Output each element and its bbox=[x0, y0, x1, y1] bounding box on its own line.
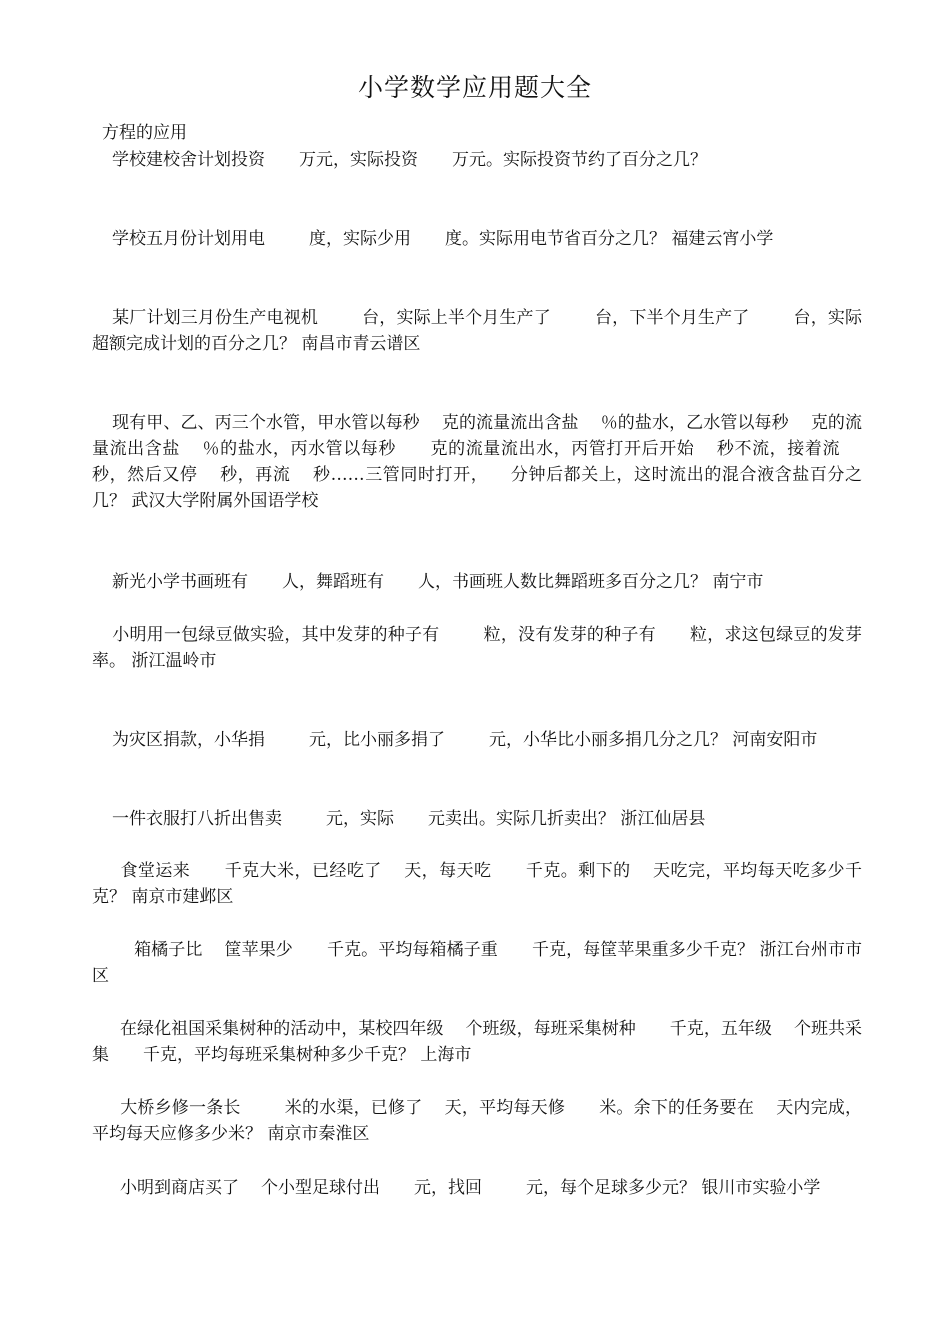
problem-4-text-i: 秒，再流 bbox=[219, 465, 291, 485]
problem-13-text-b: 个小型足球付出 bbox=[261, 1178, 380, 1198]
problem-5-text-b: 人，舞蹈班有 bbox=[282, 572, 384, 592]
problem-8 bbox=[92, 806, 862, 832]
problem-2 bbox=[92, 226, 862, 252]
problem-11-text-d: 个班共采集 bbox=[92, 1019, 863, 1065]
problem-9-text-c: 天，每天吃 bbox=[403, 861, 492, 881]
section-heading: 方程的应用 bbox=[102, 123, 187, 143]
problem-7 bbox=[92, 727, 862, 753]
problem-3-text-c: 台，下半个月生产了 bbox=[594, 308, 750, 328]
problem-12-text-b: 米的水渠，已修了 bbox=[284, 1098, 423, 1118]
problem-4-text-d: 克的流量流出含盐 bbox=[92, 413, 863, 459]
problem-10-text-d: 千克，每筐苹果重多少千克？ 浙江台州市市区 bbox=[92, 940, 863, 986]
problem-3 bbox=[92, 305, 862, 357]
problem-12-text-c: 天，平均每天修 bbox=[444, 1098, 566, 1118]
problem-7-text-b: 元，比小丽多捐了 bbox=[309, 730, 445, 750]
problem-11-text-e: 千克，平均每班采集树种多少千克？ 上海市 bbox=[143, 1045, 472, 1065]
problem-13-text-c: 元，找回 bbox=[414, 1178, 482, 1198]
problem-13-text-d: 元，每个足球多少元？ 银川市实验小学 bbox=[526, 1178, 821, 1198]
problem-1-text-a: 学校建校舍计划投资 bbox=[112, 150, 265, 170]
problem-1-text-c: 万元。实际投资节约了百分之几？ bbox=[452, 150, 707, 170]
problem-4-text-f: 克的流量流出水，丙管打开后开始 bbox=[429, 439, 695, 459]
problem-12-text-e: 天内完成，平均每天应修多少米？ 南京市秦淮区 bbox=[92, 1098, 863, 1144]
problem-3-text-d: 台，实际超额完成计划的百分之几？ 南昌市青云谱区 bbox=[92, 308, 863, 354]
problem-4-text-b: 克的流量流出含盐 bbox=[441, 413, 579, 433]
problem-1-text-b: 万元，实际投资 bbox=[299, 150, 418, 170]
problem-9-text-e: 天吃完，平均每天吃多少千克？ 南京市建邺区 bbox=[92, 861, 863, 907]
problem-12 bbox=[92, 1095, 862, 1147]
problem-10-text-b: 筐苹果少 bbox=[224, 940, 293, 960]
problem-5-text-c: 人，书画班人数比舞蹈班多百分之几？ 南宁市 bbox=[418, 572, 764, 592]
problem-4-text-a: 现有甲、乙、丙三个水管，甲水管以每秒 bbox=[112, 413, 420, 433]
problem-7-text-a: 为灾区捐款，小华捐 bbox=[112, 730, 265, 750]
problem-3-text-b: 台，实际上半个月生产了 bbox=[362, 308, 551, 328]
problem-6-text-a: 小明用一包绿豆做实验，其中发芽的种子有 bbox=[112, 625, 440, 645]
problem-4-text-k: 分钟后都关上，这时流出的混合液含盐百分之几？ 武汉大学附属外国语学校 bbox=[92, 465, 863, 511]
problem-9-text-d: 千克。剩下的 bbox=[525, 861, 631, 881]
problem-11-text-c: 千克，五年级 bbox=[669, 1019, 772, 1039]
problem-10 bbox=[92, 937, 862, 989]
problem-8-text-b: 元，实际 bbox=[326, 809, 394, 829]
problem-9-text-a: 食堂运来 bbox=[120, 861, 191, 881]
problem-3-text-a: 某厂计划三月份生产电视机 bbox=[112, 308, 318, 328]
problem-6 bbox=[92, 622, 862, 674]
problem-8-text-a: 一件衣服打八折出售卖 bbox=[112, 809, 282, 829]
problem-6-text-b: 粒，没有发芽的种子有 bbox=[483, 625, 656, 645]
problem-11-text-b: 个班级，每班采集树种 bbox=[465, 1019, 636, 1039]
problem-11-text-a: 在绿化祖国采集树种的活动中，某校四年级 bbox=[120, 1019, 444, 1039]
problem-2-text-b: 度，实际少用 bbox=[309, 229, 411, 249]
problem-8-text-c: 元卖出。实际几折卖出？ 浙江仙居县 bbox=[428, 809, 706, 829]
problem-4-text-c: ％的盐水，乙水管以每秒 bbox=[600, 413, 789, 433]
problem-4-text-e: ％的盐水，丙水管以每秒 bbox=[201, 439, 396, 459]
problem-6-text-c: 粒，求这包绿豆的发芽率。 浙江温岭市 bbox=[92, 625, 863, 671]
problem-10-text-c: 千克。平均每箱橘子重 bbox=[326, 940, 498, 960]
problem-2-text-a: 学校五月份计划用电 bbox=[112, 229, 265, 249]
problem-4-text-j: 秒……三管同时打开， bbox=[312, 465, 489, 485]
problem-11 bbox=[92, 1016, 862, 1068]
problem-12-text-d: 米。余下的任务要在 bbox=[599, 1098, 755, 1118]
problem-4-text-g: 秒不流，接着流 bbox=[716, 439, 841, 459]
problem-13 bbox=[92, 1175, 862, 1201]
problem-5 bbox=[92, 569, 862, 595]
problem-5-text-a: 新光小学书画班有 bbox=[112, 572, 248, 592]
problem-10-text-a: 箱橘子比 bbox=[134, 940, 203, 960]
problem-9 bbox=[92, 858, 862, 910]
problem-9-text-b: 千克大米，已经吃了 bbox=[224, 861, 382, 881]
page-title: 小学数学应用题大全 bbox=[357, 73, 592, 102]
problem-4-text-h: 秒，然后又停 bbox=[92, 465, 198, 485]
problem-7-text-c: 元，小华比小丽多捐几分之几？ 河南安阳市 bbox=[489, 730, 818, 750]
problem-2-text-c: 度。实际用电节省百分之几？ 福建云宵小学 bbox=[445, 229, 774, 249]
problem-13-text-a: 小明到商店买了 bbox=[120, 1178, 239, 1198]
problem-1 bbox=[92, 147, 862, 173]
problem-12-text-a: 大桥乡修一条长 bbox=[120, 1098, 241, 1118]
problem-4 bbox=[92, 410, 862, 514]
